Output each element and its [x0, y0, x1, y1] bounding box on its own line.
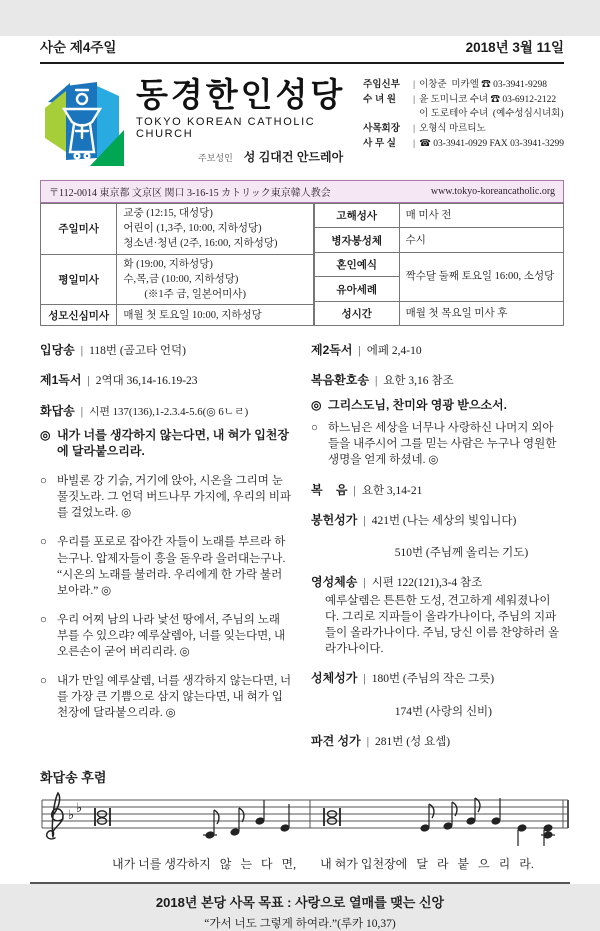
section-label: 봉헌성가	[311, 512, 358, 527]
section-value: 에페 2,4-10	[366, 345, 422, 358]
refrain-text: 그리스도님, 찬미와 영광 받으소서.	[328, 397, 507, 412]
hymn-line: 510번 (주님께 올리는 기도)	[394, 546, 529, 559]
liturgy-right-column	[311, 342, 564, 762]
scripture-quote: “가서 너도 그렇게 하여라.”(루카 10,37)	[204, 917, 396, 930]
entrance-hymn	[40, 342, 293, 359]
separator: |	[413, 94, 416, 105]
communion-hymns	[311, 670, 564, 719]
verse-marker: ○	[40, 675, 47, 688]
contact-label: 사 무 실	[363, 137, 396, 149]
verse-text: 바빌론 강 기슭, 거기에 앉아, 시온을 그리며 눈물짓노라. 그 언덕 버드나무 가지에, 우리의 비파를 걸었노라. ◎	[57, 475, 292, 520]
table-row	[314, 228, 563, 252]
refrain-lyrics: 내가 너를 생각하지 않 는 다 면, 내 혀가 입천장에 달 라 붙 으 리 라.	[112, 856, 534, 871]
mass-label-cell: 고해성사	[314, 204, 399, 228]
verse-marker: ○	[311, 422, 318, 435]
separator: |	[87, 375, 90, 388]
refrain-marker: ◎	[311, 397, 322, 412]
hymn-line: 180번 (주님의 작은 그릇)	[371, 673, 495, 686]
mass-label-cell: 병자봉성체	[314, 228, 399, 252]
psalm-verse-3	[40, 612, 293, 660]
mass-line: 교중 (12:15, 대성당)	[123, 208, 213, 219]
footer-divider	[30, 882, 570, 884]
section-label: 제1독서	[40, 373, 82, 388]
contact-label: 사목회장	[363, 123, 400, 135]
section-value: 118번 (골고타 언덕)	[89, 345, 186, 358]
mass-line: (※1주 금, 일본어미사)	[123, 289, 246, 301]
section-label: 제2독서	[311, 343, 353, 358]
mass-line: 수,목,금 (10:00, 지하성당)	[123, 273, 239, 285]
gospel	[311, 482, 564, 499]
table-row	[41, 254, 314, 305]
section-label: 화답송	[40, 403, 75, 418]
verse-text: 우리 어찌 남의 나라 낯선 땅에서, 주님의 노래 부를 수 있으랴? 예루살렘아, 너를 잊는다면, 내 오른손이 굳어 버리리라. ◎	[57, 613, 286, 659]
page-header	[40, 36, 564, 64]
separator: |	[363, 576, 366, 589]
hymn-lines	[372, 671, 494, 719]
chord-double-note	[324, 808, 340, 826]
address-bar	[40, 180, 564, 203]
hymn-line: 174번 (사랑의 신비)	[394, 705, 492, 718]
hymn-lines	[372, 513, 529, 561]
section-label: 파견 성가	[311, 733, 361, 748]
mass-label-cell: 유아세례	[314, 277, 399, 301]
refrain-music-section	[40, 767, 564, 872]
section-value: 시편 122(121),3-4 참조	[371, 576, 483, 589]
contact-row-convent-line2: 이 도로테아 수녀 (예수성심시녀회)	[419, 109, 564, 120]
section-value: 요한 3,14-21	[361, 484, 423, 497]
mass-label-cell: 혼인예식	[314, 252, 399, 276]
separator: |	[374, 375, 378, 388]
offertory-hymns	[311, 512, 564, 561]
psalm-refrain	[40, 427, 293, 461]
notes-measure-2	[420, 798, 555, 846]
separator: |	[353, 484, 356, 497]
flat-sign-icon: ♭	[68, 807, 75, 823]
separator: |	[363, 673, 366, 686]
contact-row-convent	[363, 93, 564, 108]
notes-measure-1	[203, 800, 290, 839]
recessional-hymn	[311, 733, 564, 750]
refrain-music-title: 화답송 후렴	[40, 769, 107, 785]
table-row	[41, 204, 314, 255]
section-value: 요한 3,16 참조	[383, 375, 454, 388]
liturgical-season-title: 사순 제4주일	[40, 40, 117, 55]
contact-row-council-chair	[363, 122, 564, 137]
mass-value-cell	[117, 254, 314, 305]
psalm-verse-1	[40, 473, 293, 521]
psalm-verse-2	[40, 534, 293, 598]
chord-double-note	[95, 808, 110, 826]
church-address: 〒112-0014 東京都 文京区 関口 3-16-15 カトリック東京韓人教会	[49, 188, 331, 199]
mass-label-cell: 평일미사	[41, 254, 117, 305]
pastoral-goal: 2018년 본당 사목 목표 : 사랑으로 열매를 맺는 신앙	[155, 894, 445, 910]
first-reading	[40, 372, 293, 389]
table-row	[41, 305, 314, 326]
liturgy-content	[40, 342, 564, 762]
mass-value-cell: 매월 첫 목요일 미사 후	[399, 301, 563, 326]
separator: |	[413, 138, 416, 149]
communion-antiphon	[311, 574, 564, 591]
separator: |	[358, 345, 361, 358]
mass-line: 청소년·청년 (2주, 16:00, 지하성당)	[123, 238, 278, 250]
mass-value-cell: 매 미사 전	[399, 204, 563, 228]
mass-line: 화 (19:00, 지하성당)	[123, 258, 213, 270]
separator: |	[80, 405, 84, 418]
verse-marker: ○	[40, 536, 47, 549]
refrain-marker: ◎	[40, 427, 51, 442]
contact-label: 수 녀 원	[363, 93, 396, 105]
table-row	[314, 204, 563, 228]
mass-value-cell-merged: 짝수달 둘째 토요일 16:00, 소성당	[399, 252, 563, 301]
mass-label-cell: 성시간	[314, 301, 399, 326]
table-row	[314, 252, 563, 276]
gospel-acclamation	[311, 372, 564, 389]
section-value: 281번 (성 요셉)	[375, 735, 451, 748]
separator: |	[413, 124, 416, 135]
communion-antiphon-text: 예루살렘은 튼튼한 도성, 견고하게 세워졌나이다. 그리로 지파들이 올라가나이다, 주님의 지파들이 올라가나이다. 주님, 당신 이름 찬양하러 올라가나이다.	[325, 595, 560, 656]
contact-value: ☎ 03-3941-0929 FAX 03-3941-3299	[419, 138, 564, 149]
section-value: 2역대 36,14-16.19-23	[95, 375, 198, 388]
acclamation-verse	[311, 420, 564, 468]
section-label: 영성체송	[311, 574, 358, 589]
church-name-english: TOKYO KOREAN CATHOLIC CHURCH	[136, 115, 316, 140]
contact-label: 주임신부	[363, 79, 400, 90]
contact-value: 오형식 마르티노	[419, 124, 486, 135]
patron-saint-line	[198, 148, 363, 165]
section-value: 시편 137(136),1-2.3.4-5.6(◎ 6ㄴㄹ)	[89, 405, 249, 418]
section-label: 복음환호송	[311, 373, 369, 388]
section-label: 복 음	[311, 482, 348, 497]
bulletin-date: 2018년 3월 11일	[465, 40, 564, 55]
contact-row-office	[363, 137, 564, 152]
church-name-block	[136, 78, 363, 165]
separator: |	[363, 514, 366, 527]
acclamation-refrain	[311, 397, 564, 414]
mass-value-cell: 매월 첫 토요일 10:00, 지하성당	[117, 305, 314, 326]
liturgy-left-column	[40, 342, 293, 762]
verse-text: 우리를 포로로 잡아간 자들이 노래를 부르라 하는구나. 압제자들이 흥을 돋우라 을러대는구나. “시온의 노래를 불러라. 우리에게 한 가락 불러 보아라.” ◎	[57, 536, 286, 597]
church-logo-icon	[40, 78, 124, 170]
separator: |	[366, 735, 370, 748]
section-label: 성체성가	[311, 671, 358, 686]
masthead	[40, 78, 564, 170]
bulletin-page	[0, 36, 600, 930]
footer	[0, 892, 600, 931]
mass-value-cell: 수시	[399, 228, 563, 252]
verse-text: 내가 만일 예루살렘, 너를 생각하지 않는다면, 너를 가장 큰 기쁨으로 삼지 않는다면, 내 혀가 입천장에 달라붙으리라. ◎	[57, 675, 292, 720]
verse-marker: ○	[40, 613, 47, 626]
mass-table-left	[40, 203, 314, 326]
mass-line: 어린이 (1,3주, 10:00, 지하성당)	[123, 223, 262, 235]
patron-label: 주보성인	[198, 152, 233, 163]
psalm-verse-4	[40, 673, 293, 721]
mass-label-cell: 성모신심미사	[41, 305, 117, 326]
contact-list	[363, 78, 564, 152]
contact-value: 윤 도미니코 수녀 ☎ 03-6912-2122	[419, 94, 557, 105]
responsorial-psalm	[40, 403, 293, 420]
flat-sign-icon: ♭	[76, 800, 83, 816]
mass-schedule	[40, 203, 564, 326]
church-name-korean: 동경한인성당	[136, 76, 346, 113]
contact-value: 이창준 미카엘 ☎ 03-3941-9298	[419, 80, 547, 90]
second-reading	[311, 342, 564, 359]
mass-label-cell: 주일미사	[41, 204, 117, 255]
separator: |	[413, 80, 416, 90]
music-staff	[40, 788, 570, 848]
verse-marker: ○	[40, 475, 47, 488]
section-label: 입당송	[40, 343, 75, 358]
refrain-text: 내가 너를 생각하지 않는다면, 내 혀가 입천장에 달라붙으리라.	[57, 427, 289, 459]
mass-table-right	[314, 203, 564, 326]
hymn-line: 421번 (나는 세상의 빛입니다)	[371, 514, 517, 527]
patron-name: 성 김대건 안드레아	[243, 149, 344, 164]
mass-value-cell	[117, 204, 314, 255]
church-website: www.tokyo-koreancatholic.org	[430, 186, 555, 197]
contact-row-pastor	[363, 78, 564, 93]
separator: |	[80, 345, 84, 358]
table-row	[314, 301, 563, 326]
verse-text: 하느님은 세상을 너무나 사랑하신 나머지 외아들을 내주시어 그를 믿는 사람은 누구나 영원한 생명을 얻게 하셨네. ◎	[328, 422, 557, 467]
